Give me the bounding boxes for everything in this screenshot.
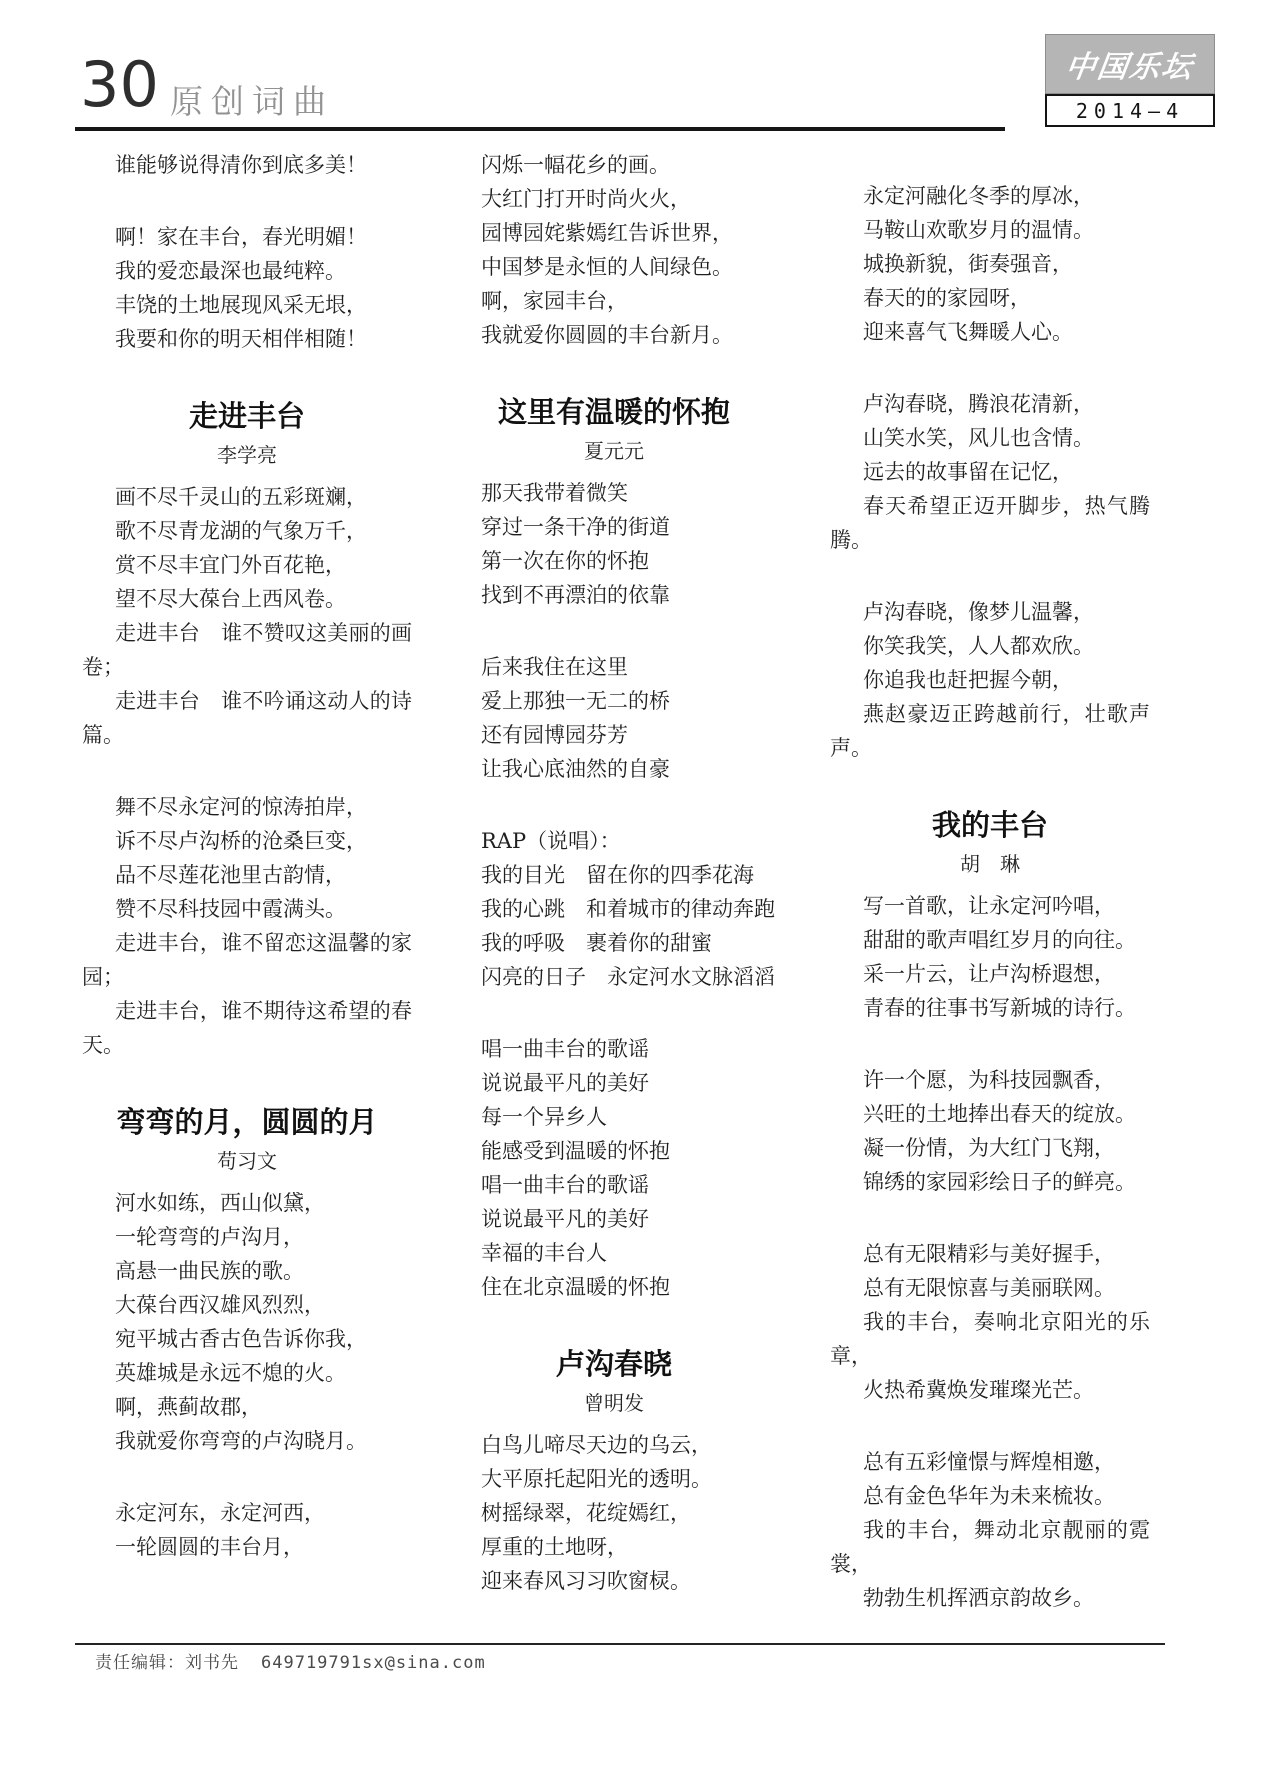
poem-line: 火热希冀焕发璀璨光芒。	[863, 1378, 1094, 1402]
poem-line: 赏不尽丰宜门外百花艳，	[115, 553, 346, 577]
poem-line: 河水如练，西山似黛，	[115, 1191, 325, 1215]
poem-line: 啊，燕蓟故郡，	[115, 1395, 262, 1419]
poem-line: 卷；	[82, 655, 124, 679]
stanza	[448, 1032, 780, 1304]
stanza	[830, 595, 1150, 765]
poem-line: 我要和你的明天相伴相随！	[115, 327, 367, 351]
poem-line: 白鸟儿啼尽天边的乌云，	[481, 1433, 712, 1457]
poem-line: 我的心跳 和着城市的律动奔跑	[481, 897, 775, 921]
poem-line: 第一次在你的怀抱	[481, 549, 649, 573]
stanza	[448, 650, 780, 786]
stanza	[82, 148, 412, 182]
poem-line: 我的呼吸 裹着你的甜蜜	[481, 931, 712, 955]
stanza	[82, 1496, 412, 1564]
poem-line: 大红门打开时尚火火，	[481, 187, 691, 211]
poem-line: 说说最平凡的美好	[481, 1207, 649, 1231]
poem-line: 高悬一曲民族的歌。	[115, 1259, 304, 1283]
poem-author: 胡 琳	[960, 852, 1020, 876]
poem-columns	[82, 148, 1150, 1653]
poem-line: 走进丰台 谁不吟诵这动人的诗	[115, 689, 412, 713]
poem-line: 篇。	[82, 723, 124, 747]
issue-number: 2014—4	[1075, 98, 1185, 123]
magazine-logo-box	[1045, 34, 1215, 94]
poem-title: 这里有温暖的怀抱	[497, 395, 730, 429]
poem-line: 凝一份情，为大红门飞翔，	[863, 1136, 1115, 1160]
poem-line: 那天我带着微笑	[481, 481, 628, 505]
poem-line: 让我心底油然的自豪	[481, 757, 670, 781]
stanza	[448, 1428, 780, 1598]
poem-line: 迎来春风习习吹窗棂。	[481, 1569, 691, 1593]
poem-line: 你笑我笑，人人都欢欣。	[863, 634, 1094, 658]
poem-line: 永定河融化冬季的厚冰，	[863, 184, 1094, 208]
poem-line: 画不尽千灵山的五彩斑斓，	[115, 485, 367, 509]
poem-line: 闪亮的日子 永定河水文脉滔滔	[481, 965, 775, 989]
poem-title: 卢沟春晓	[555, 1347, 672, 1381]
poem-line: 爱上那独一无二的桥	[481, 689, 670, 713]
poem-line: 我就爱你圆圆的丰台新月。	[481, 323, 733, 347]
poem-line: 锦绣的家园彩绘日子的鲜亮。	[863, 1170, 1136, 1194]
poem-line: 卢沟春晓，腾浪花清新，	[863, 392, 1094, 416]
poem-line: 勃勃生机挥洒京韵故乡。	[863, 1586, 1094, 1610]
poem-line: 采一片云，让卢沟桥遐想，	[863, 962, 1115, 986]
poem-author: 夏元元	[584, 439, 644, 463]
poem-line: 写一首歌，让永定河吟唱，	[863, 894, 1115, 918]
poem-title: 我的丰台	[931, 808, 1048, 842]
poem-line: 英雄城是永远不熄的火。	[115, 1361, 346, 1385]
poem-line: 我就爱你弯弯的卢沟晓月。	[115, 1429, 367, 1453]
poem-title: 走进丰台	[188, 399, 305, 433]
poem-line: 后来我住在这里	[481, 655, 628, 679]
poem-column-1	[82, 148, 412, 1602]
poem-line: 走进丰台，谁不留恋这温馨的家	[115, 931, 412, 955]
editor-email: 649719791sx@sina.com	[261, 1653, 486, 1673]
poem-line: 园；	[82, 965, 124, 989]
poem-line: 品不尽莲花池里古韵情，	[115, 863, 346, 887]
poem-line: 啊，家园丰台，	[481, 289, 628, 313]
poem-author: 李学亮	[217, 443, 277, 467]
poem-line: 总有五彩憧憬与辉煌相邀，	[863, 1450, 1115, 1474]
poem-line: 唱一曲丰台的歌谣	[481, 1037, 649, 1061]
poem-line: 住在北京温暖的怀抱	[481, 1275, 670, 1299]
poem-line: 歌不尽青龙湖的气象万千，	[115, 519, 367, 543]
poem-line: 走进丰台 谁不赞叹这美丽的画	[115, 621, 412, 645]
poem-line: 谁能够说得清你到底多美！	[115, 153, 367, 177]
poem-line: RAP（说唱）：	[481, 829, 621, 853]
poem-line: 厚重的土地呀，	[481, 1535, 628, 1559]
poem-line: 青春的往事书写新城的诗行。	[863, 996, 1136, 1020]
poem-line: 我的丰台，奏响北京阳光的乐	[863, 1310, 1150, 1334]
stanza	[830, 1445, 1150, 1615]
poem-line: 声。	[830, 736, 872, 760]
poem-line: 马鞍山欢歌岁月的温情。	[863, 218, 1094, 242]
poem-line: 我的爱恋最深也最纯粹。	[115, 259, 346, 283]
poem-line: 总有无限精彩与美好握手，	[863, 1242, 1115, 1266]
poem-line: 裳，	[830, 1552, 872, 1576]
stanza	[830, 1237, 1150, 1407]
poem-title: 弯弯的月，圆圆的月	[116, 1105, 378, 1139]
poem-line: 天。	[82, 1033, 124, 1057]
stanza	[448, 476, 780, 612]
poem-line: 山笑水笑，风儿也含情。	[863, 426, 1094, 450]
header-divider	[75, 127, 1005, 131]
poem-line: 唱一曲丰台的歌谣	[481, 1173, 649, 1197]
stanza	[82, 1186, 412, 1458]
poem-column-2	[448, 148, 780, 1636]
footer	[95, 1652, 486, 1674]
poem-line: 望不尽大葆台上西风卷。	[115, 587, 346, 611]
poem-line: 宛平城古香古色告诉你我，	[115, 1327, 367, 1351]
section-title: 原创词曲	[170, 82, 334, 121]
poem-line: 永定河东，永定河西，	[115, 1501, 325, 1525]
poem-line: 春天希望正迈开脚步，热气腾	[863, 494, 1150, 518]
stanza	[82, 220, 412, 356]
poem-line: 园博园姹紫嫣红告诉世界，	[481, 221, 733, 245]
poem-line: 许一个愿，为科技园飘香，	[863, 1068, 1115, 1092]
poem-line: 迎来喜气飞舞暖人心。	[863, 320, 1073, 344]
poem-line: 卢沟春晓，像梦儿温馨，	[863, 600, 1094, 624]
poem-line: 诉不尽卢沟桥的沧桑巨变，	[115, 829, 367, 853]
poem-line: 闪烁一幅花乡的画。	[481, 153, 670, 177]
poem-line: 能感受到温暖的怀抱	[481, 1139, 670, 1163]
poem-author: 苟习文	[217, 1149, 277, 1173]
issue-box	[1045, 94, 1215, 127]
poem-line: 丰饶的土地展现风采无垠，	[115, 293, 367, 317]
poem-line: 大平原托起阳光的透明。	[481, 1467, 712, 1491]
poem-line: 总有无限惊喜与美丽联网。	[863, 1276, 1115, 1300]
poem-line: 走进丰台，谁不期待这希望的春	[115, 999, 412, 1023]
poem-line: 找到不再漂泊的依靠	[481, 583, 670, 607]
stanza	[830, 1063, 1150, 1199]
poem-line: 兴旺的土地捧出春天的绽放。	[863, 1102, 1136, 1126]
poem-line: 穿过一条干净的街道	[481, 515, 670, 539]
poem-line: 章，	[830, 1344, 872, 1368]
poem-line: 每一个异乡人	[481, 1105, 607, 1129]
poem-line: 一轮弯弯的卢沟月，	[115, 1225, 304, 1249]
poem-line: 赞不尽科技园中霞满头。	[115, 897, 346, 921]
poem-line: 中国梦是永恒的人间绿色。	[481, 255, 733, 279]
poem-line: 腾。	[830, 528, 872, 552]
poem-line: 远去的故事留在记忆，	[863, 460, 1073, 484]
poem-line: 树摇绿翠，花绽嫣红，	[481, 1501, 691, 1525]
poem-line: 总有金色华年为未来梳妆。	[863, 1484, 1115, 1508]
footer-divider	[75, 1643, 1165, 1645]
poem-line: 我的丰台，舞动北京靓丽的霓	[863, 1518, 1150, 1542]
editor-credit: 责任编辑：刘书先	[95, 1653, 239, 1673]
poem-line: 一轮圆圆的丰台月，	[115, 1535, 304, 1559]
poem-line: 燕赵豪迈正跨越前行，壮歌声	[863, 702, 1150, 726]
poem-line: 舞不尽永定河的惊涛拍岸，	[115, 795, 367, 819]
poem-author: 曾明发	[584, 1391, 644, 1415]
poem-line: 春天的的家园呀，	[863, 286, 1031, 310]
poem-line: 城换新貌，街奏强音，	[863, 252, 1073, 276]
stanza	[82, 480, 412, 752]
poem-line: 说说最平凡的美好	[481, 1071, 649, 1095]
poem-line: 我的目光 留在你的四季花海	[481, 863, 754, 887]
stanza	[830, 179, 1150, 349]
stanza	[830, 889, 1150, 1025]
stanza	[82, 790, 412, 1062]
stanza	[830, 387, 1150, 557]
poem-line: 你追我也赶把握今朝，	[863, 668, 1073, 692]
poem-line: 大葆台西汉雄风烈烈，	[115, 1293, 325, 1317]
poem-line: 啊！家在丰台，春光明媚！	[115, 225, 367, 249]
poem-line: 还有园博园芬芳	[481, 723, 628, 747]
magazine-logo-text: 中国乐坛	[1063, 50, 1196, 85]
poem-line: 甜甜的歌声唱红岁月的向往。	[863, 928, 1136, 952]
stanza	[448, 824, 780, 994]
stanza	[448, 148, 780, 352]
poem-line: 幸福的丰台人	[481, 1241, 607, 1265]
poem-column-3	[830, 148, 1150, 1653]
page-number: 30	[80, 48, 159, 121]
